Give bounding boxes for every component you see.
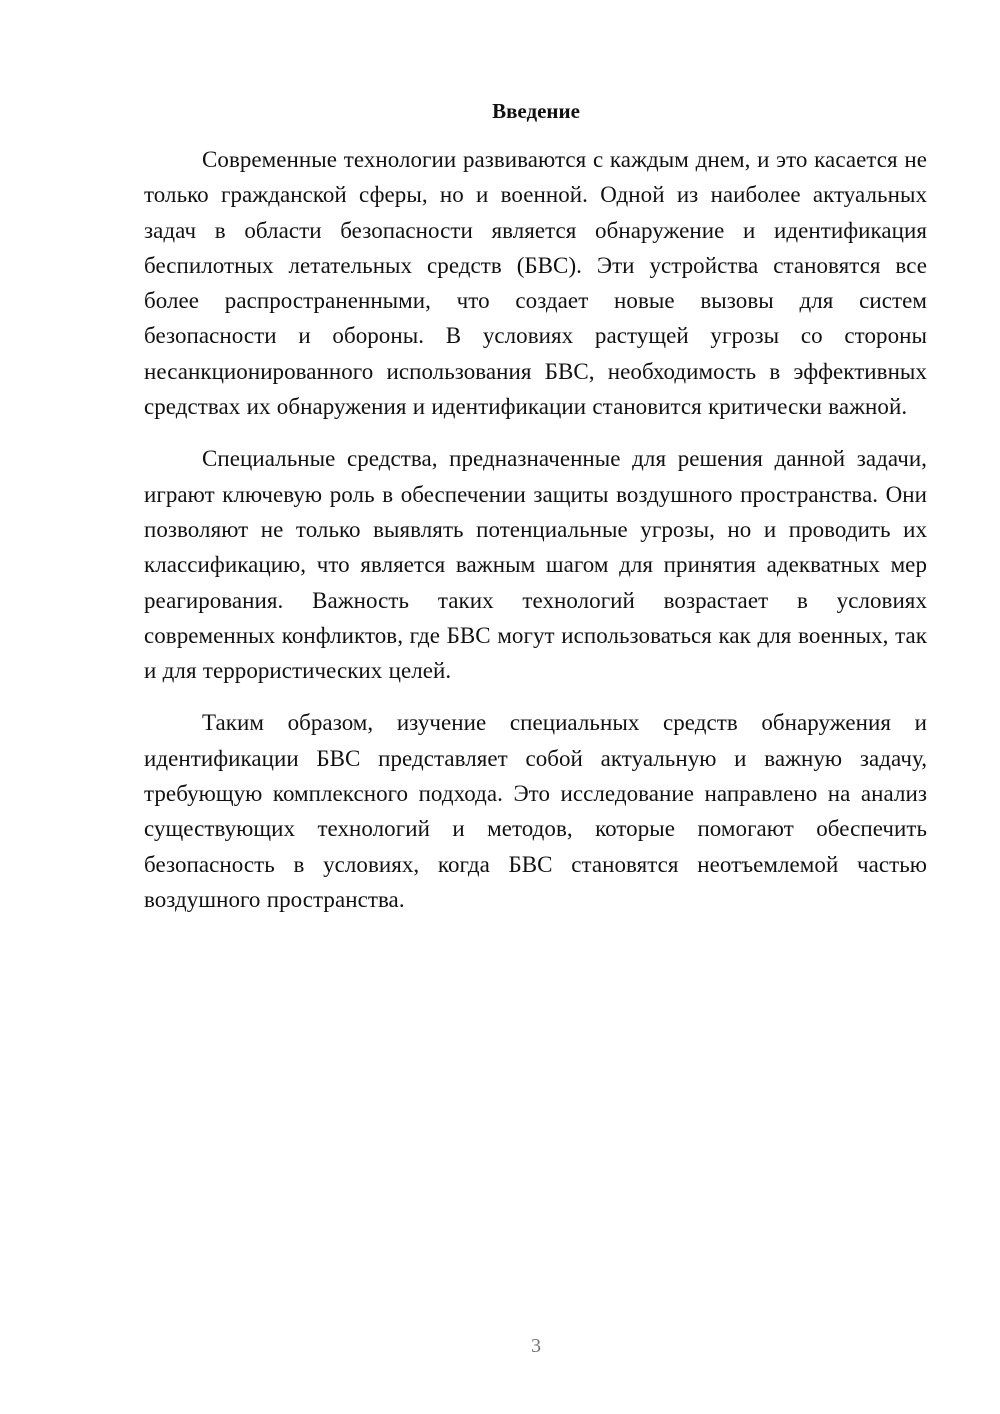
paragraph-3: Таким образом, изучение специальных средств обнаружения и идентификации БВС представляет собой актуальную и важную задачу, требующую комплексного подхода. Это исследование направлено на анализ существующих технологий и методов, которые помогают обеспечить безопасность в условиях, когда БВС становятся неотъемлемой частью воздушного пространства. — [144, 710, 927, 912]
paragraph-2: Специальные средства, предназначенные для решения данной задачи, играют ключевую роль в обеспечении защиты воздушного пространства. Они позволяют не только выявлять потенциальные угрозы, но и проводить их классификацию, что является важным шагом для принятия адекватных мер реагирования. Важность таких технологий возрастает в условиях современных конфликтов, где БВС могут использоваться как для военных, так и для террористических целей. — [144, 446, 927, 684]
paragraph-1: Современные технологии развиваются с каждым днем, и это касается не только гражданской сферы, но и военной. Одной из наиболее актуальных задач в области безопасности является обнаружение и идентификация беспилотных летательных средств (БВС). Эти устройства становятся все более распространенными, что создает новые вызовы для систем безопасности и обороны. В условиях растущей угрозы со стороны несанкционированного использования БВС, необходимость в эффективных средствах их обнаружения и идентификации становится критически важной. — [144, 147, 927, 420]
body-text — [144, 142, 927, 934]
page-number: 3 — [531, 1335, 541, 1357]
section-heading: Введение — [492, 99, 580, 123]
